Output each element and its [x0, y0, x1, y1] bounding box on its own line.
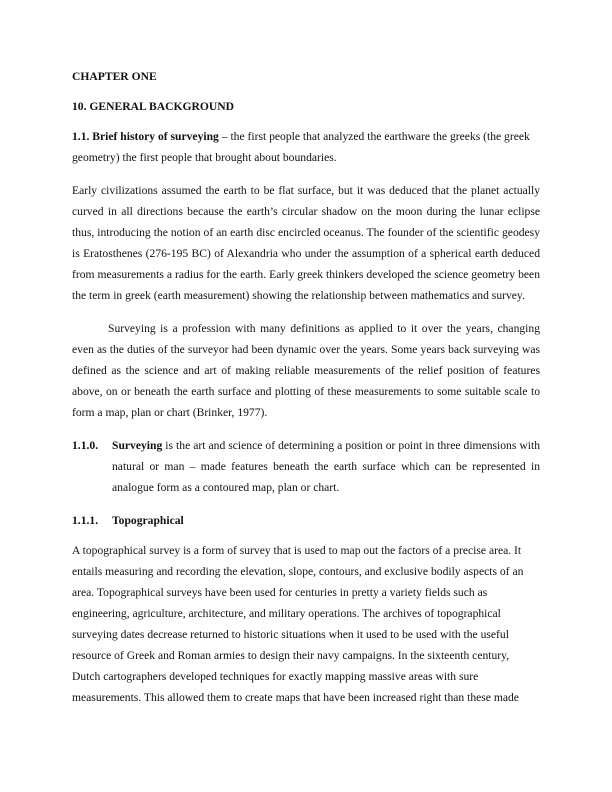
topographical-heading [72, 510, 540, 531]
surveying-definition-text: is the art and science of determining a position or point in three dimensions with natural or man – made features beneath the earth surface which can be represented in analogue form as a contoured map, plan or chart. [112, 439, 540, 494]
profession-paragraph: Surveying is a profession with many definitions as applied to it over the years, changing even as the duties of the surveyor had been dynamic over the years. Some years back surveying was defined as the science and art of making reliable measurements of the relief position of features above, on or beneath the earth surface and plotting of these measurements to some suitable scale to form a map, plan or chart (Brinker, 1977). [72, 322, 540, 419]
surveying-definition [72, 435, 540, 498]
history-lead: 1.1. Brief history of surveying [72, 130, 219, 143]
section-heading: 10. GENERAL BACKGROUND [72, 100, 235, 113]
civilizations-paragraph: Early civilizations assumed the earth to be flat surface, but it was deduced that the planet actually curved in all directions because the earth’s circular shadow on the moon during the lunar eclipse thus, introducing the notion of an earth disc encircled oceanus. The founder of the scientific geodesy is Eratosthenes (276-195 BC) of Alexandria who under the assumption of a spherical earth deduced from measurements a radius for the earth. Early greek thinkers developed the science geometry been the term in greek (earth measurement) showing the relationship between mathematics and survey. [72, 184, 540, 302]
topographical-paragraph: A topographical survey is a form of survey that is used to map out the factors of a precise area. It entails measuring and recording the elevation, slope, contours, and exclusive bodily aspects of an area. Topographical surveys have been used for centuries in pretty a variety fields such as engineering, agriculture, architecture, and military operations. The archives of topographical surveying dates decrease returned to historic situations when it used to be used with the useful resource of Greek and Roman armies to design their navy campaigns. In the sixteenth century, Dutch cartographers developed techniques for exactly mapping massive areas with sure measurements. This allowed them to create maps that have been increased right than these made [72, 544, 524, 704]
topographical-heading-number: 1.1.1. [72, 514, 99, 527]
history-text: – the first people that analyzed the earthware the greeks (the greek geometry) the first people that brought about boundaries. [72, 130, 530, 164]
chapter-heading: CHAPTER ONE [72, 70, 157, 83]
surveying-definition-number: 1.1.0. [72, 439, 99, 452]
topographical-heading-label: Topographical [112, 514, 184, 527]
history-paragraph [72, 126, 540, 168]
surveying-definition-lead: Surveying [112, 439, 163, 452]
